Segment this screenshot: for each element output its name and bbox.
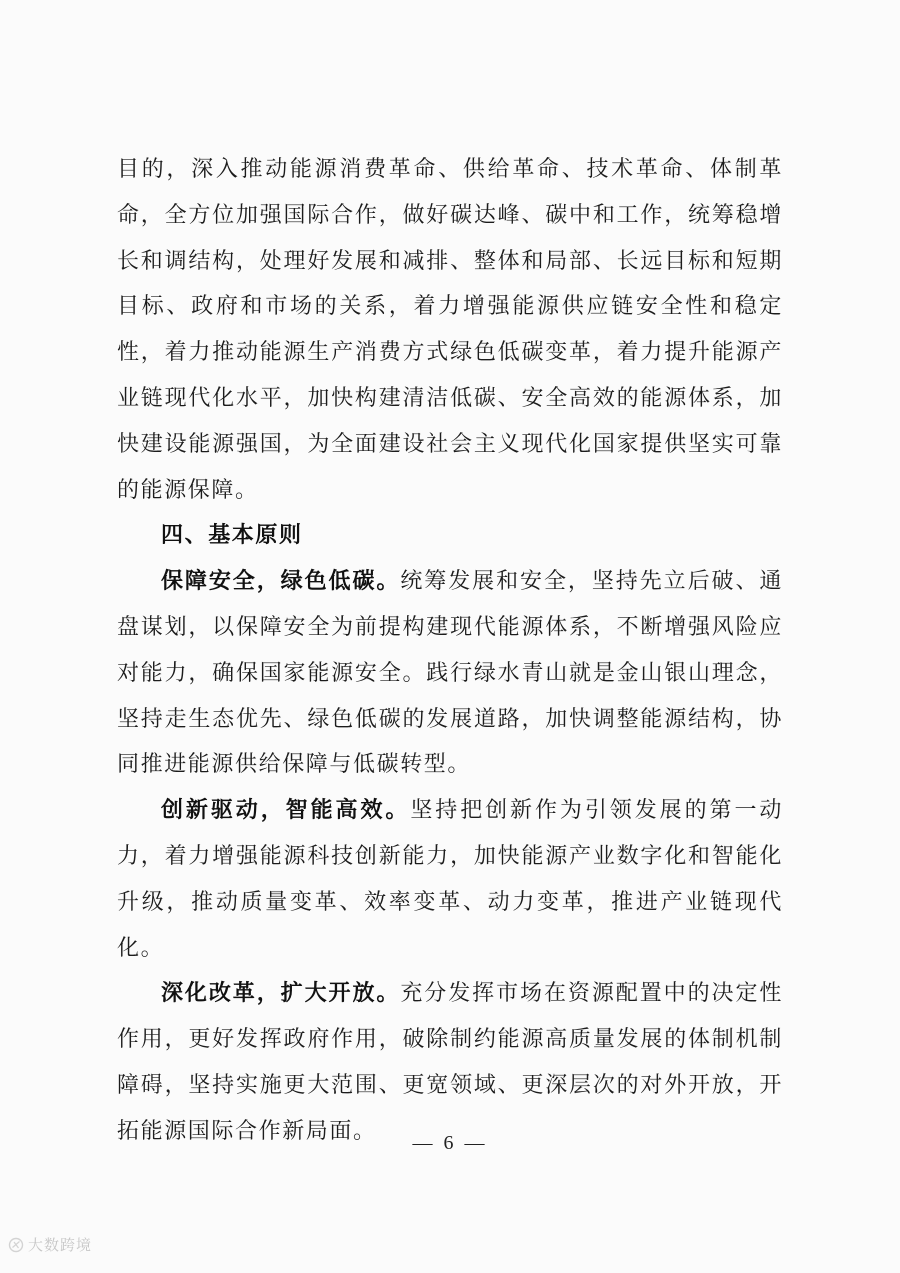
- page-number: — 6 —: [412, 1132, 488, 1154]
- section-heading: 四、基本原则: [161, 522, 303, 548]
- paragraph: 创新驱动，智能高效。坚持把创新作为引领发展的第一动力，着力增强能源科技创新能力，加快能源产业数字化和智能化升级，推动质量变革、效率变革、动力变革，推进产业链现代化。: [117, 797, 783, 960]
- paragraph: 目的，深入推动能源消费革命、供给革命、技术革命、体制革命，全方位加强国际合作，做好碳达峰、碳中和工作，统筹稳增长和调结构，处理好发展和减排、整体和局部、长远目标和短期目标、政府和市场的关系，着力增强能源供应链安全性和稳定性，着力推动能源生产消费方式绿色低碳变革，着力提升能源产业链现代化水平，加快构建清洁低碳、安全高效的能源体系，加快建设能源强国，为全面建设社会主义现代化国家提供坚实可靠的能源保障。: [117, 156, 783, 502]
- watermark-logo-icon: [8, 1237, 24, 1253]
- paragraph: 深化改革，扩大开放。充分发挥市场在资源配置中的决定性作用，更好发挥政府作用，破除制约能源高质量发展的体制机制障碍，坚持实施更大范围、更宽领域、更深层次的对外开放，开拓能源国际合作新局面。: [117, 980, 783, 1143]
- paragraph-lead: 保障安全，绿色低碳。: [161, 568, 401, 594]
- document-body: [117, 146, 783, 1154]
- paragraph-lead: 深化改革，扩大开放。: [161, 980, 401, 1006]
- watermark-text: 大数跨境: [28, 1237, 93, 1254]
- paragraph: 保障安全，绿色低碳。统筹发展和安全，坚持先立后破、通盘谋划，以保障安全为前提构建现代能源体系，不断增强风险应对能力，确保国家能源安全。践行绿水青山就是金山银山理念，坚持走生态优先、绿色低碳的发展道路，加快调整能源结构，协同推进能源供给保障与低碳转型。: [117, 568, 783, 777]
- watermark: [8, 1234, 92, 1255]
- paragraph-lead: 创新驱动，智能高效。: [161, 797, 411, 823]
